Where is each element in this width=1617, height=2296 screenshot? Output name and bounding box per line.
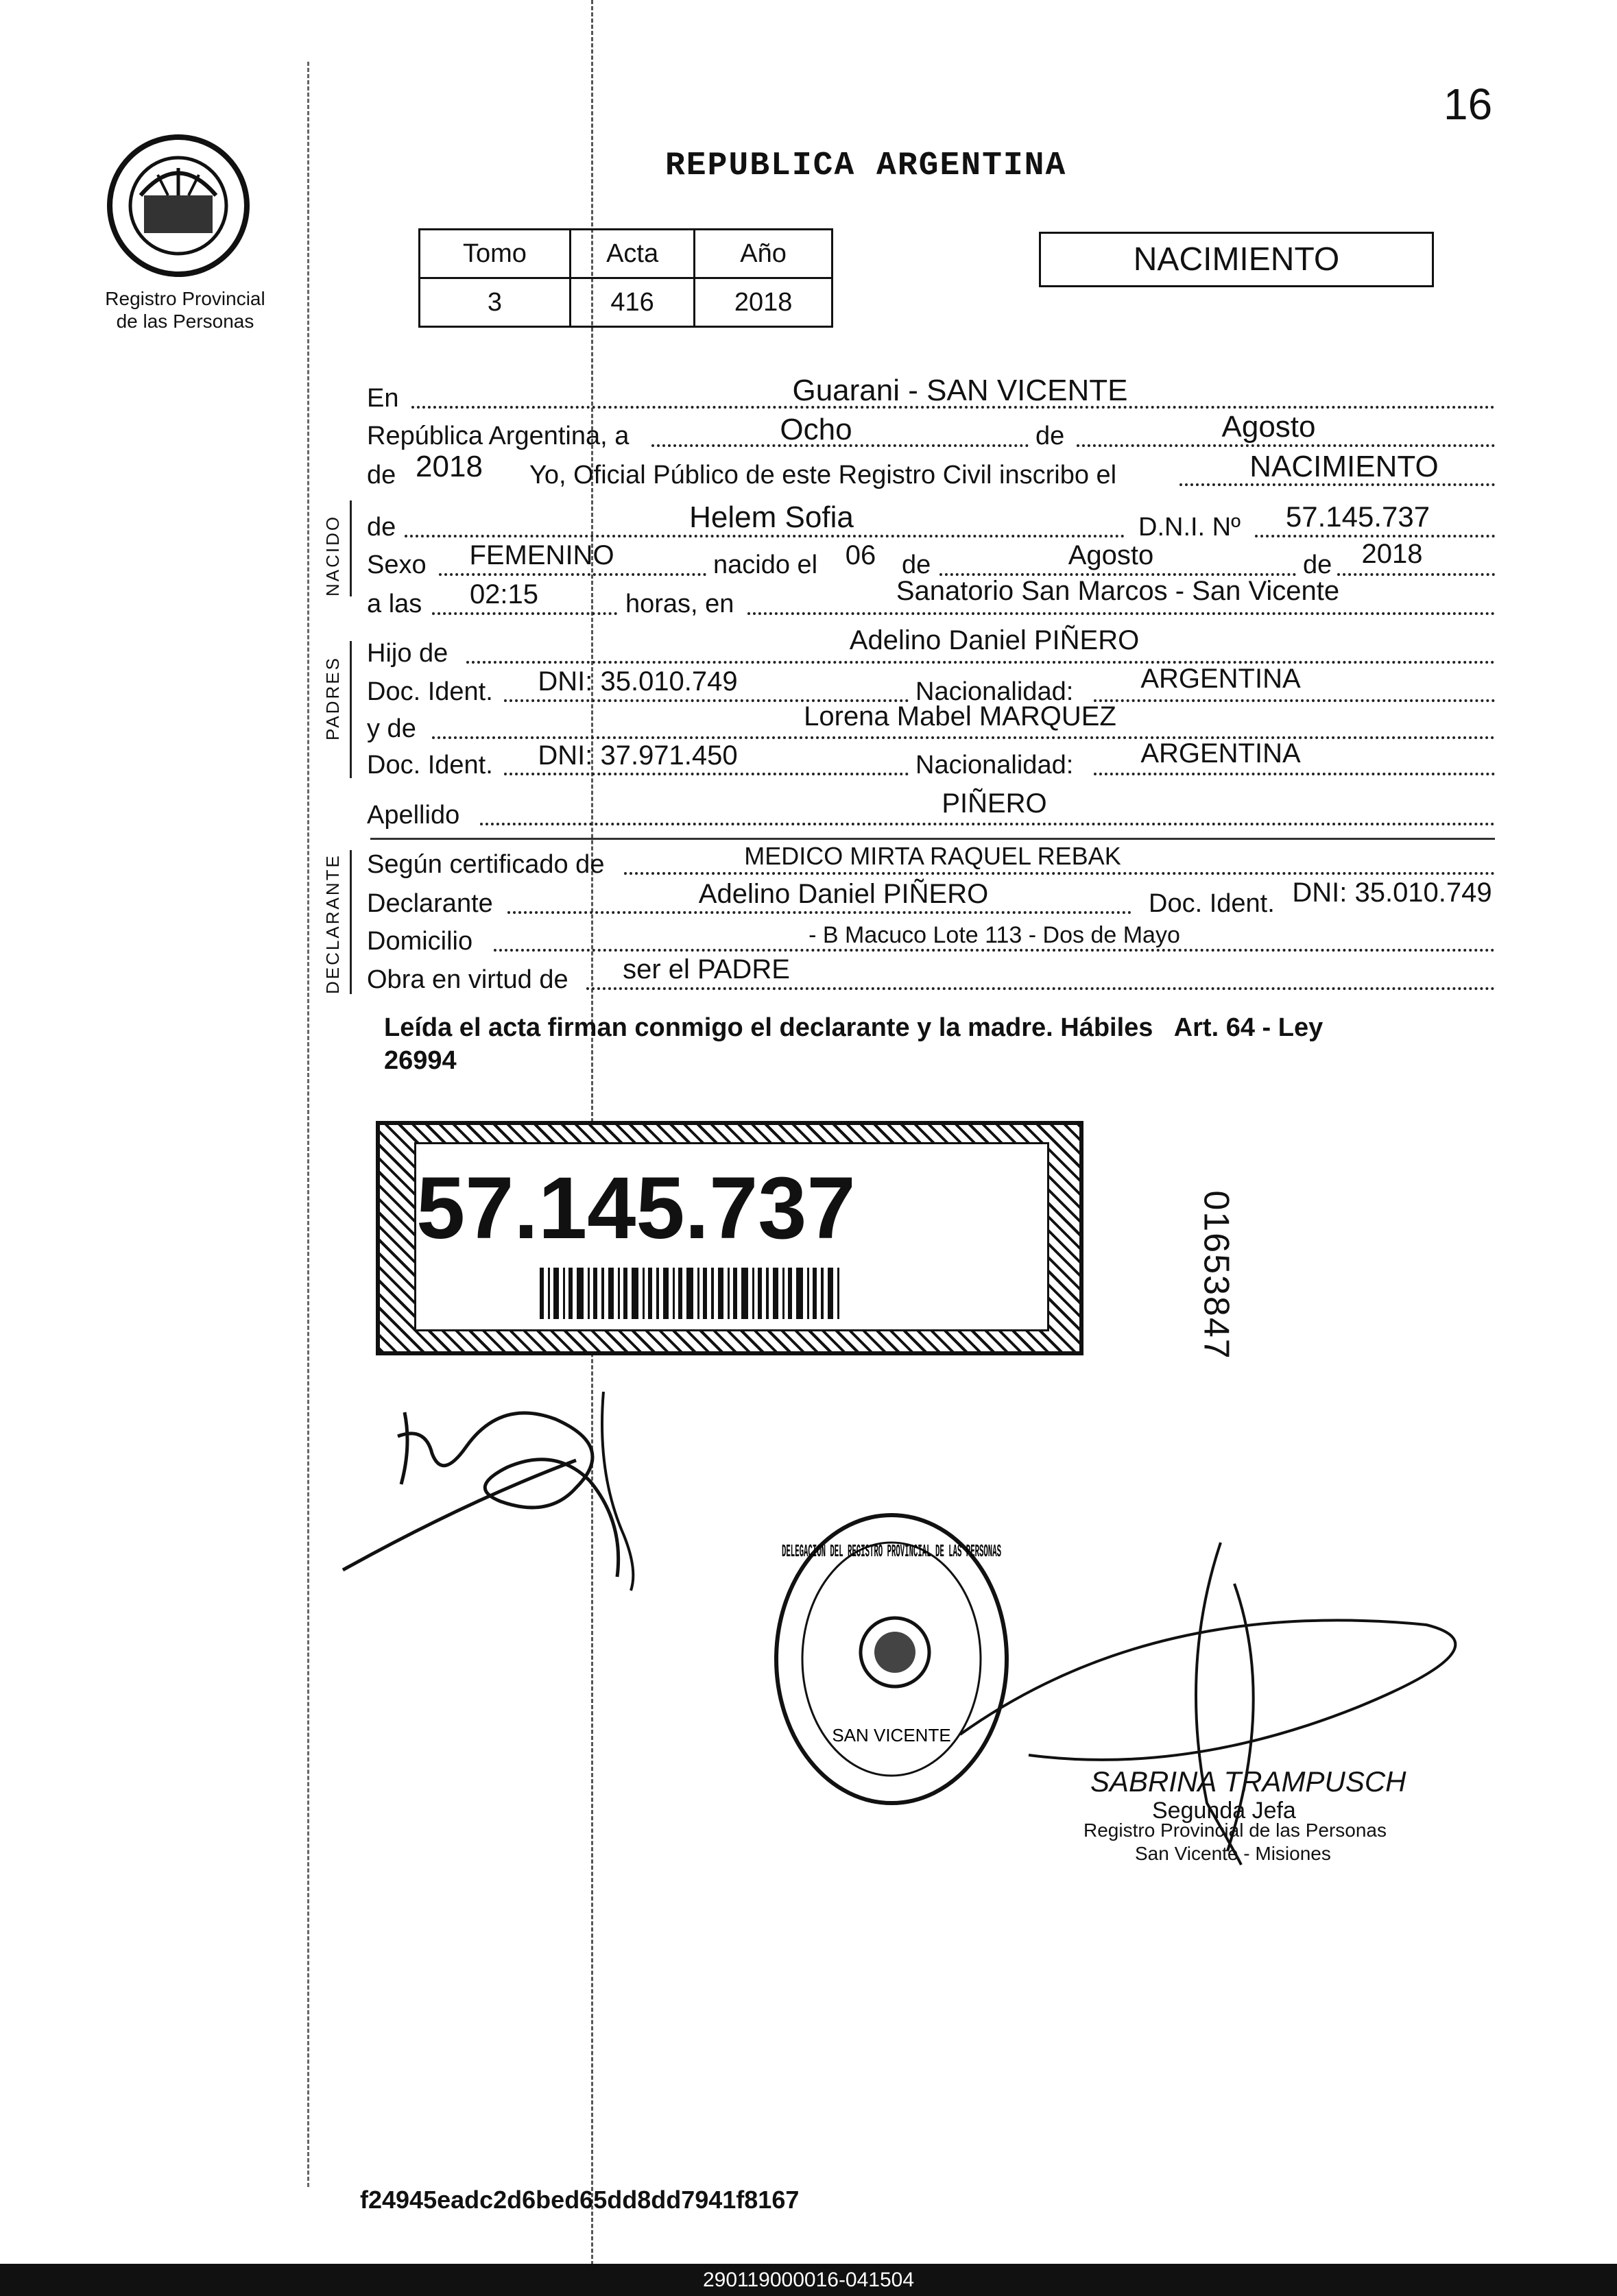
certificado-line [624,872,1495,875]
obra-value: ser el PADRE [623,954,790,984]
inscribo-value: NACIMIENTO [1249,450,1439,483]
footer-bar [0,2264,1617,2296]
hora-line [432,612,617,615]
dni-value: 57.145.737 [1285,500,1430,533]
declarante-bar [350,850,352,994]
apellido-label: Apellido [367,801,460,830]
signer-role: Segunda Jefa [1152,1798,1296,1824]
value-acta: 416 [570,278,694,327]
dni-label: D.N.I. Nº [1138,513,1241,542]
domicilio-line [494,949,1495,952]
padre-value: Adelino Daniel PIÑERO [849,625,1140,655]
declarante-line [507,911,1131,914]
apellido-line [480,823,1495,825]
nombre-label: de [367,513,396,542]
record-type-box [1039,232,1434,287]
lugar-line [747,612,1495,615]
punch-margin-line [307,62,309,2187]
closing-text-1: Leída el acta firman conmigo el declarante y la madre. Hábiles Art. 64 - Ley [384,1013,1323,1042]
document-title: REPUBLICA ARGENTINA [665,147,1067,184]
alas-label: a las [367,590,422,618]
sticker-number: 57.145.737 [416,1159,856,1257]
nac2-line [1094,773,1495,775]
nac2-value: ARGENTINA [1140,738,1301,769]
sexo-value: FEMENINO [469,540,614,570]
declarante-signature-icon [329,1371,713,1597]
doc3-value: DNI: 35.010.749 [1292,878,1492,908]
doc2-label: Doc. Ident. [367,751,493,780]
stamp-ring-text: DELEGACION DEL REGISTRO PROVINCIAL DE LAS PERSONAS [782,1541,1001,1562]
de2-label: de [367,461,396,490]
domicilio-label: Domicilio [367,927,473,956]
dni-line [1255,535,1495,537]
nacido-dia: 06 [845,540,876,570]
logo-caption-1: Registro Provincial [105,288,265,309]
section-nacido: NACIDO [322,514,343,596]
mes-value: Agosto [1221,410,1316,444]
doc1-value: DNI: 35.010.749 [538,666,738,697]
doc2-value: DNI: 37.971.450 [538,740,738,771]
declarante-label: Declarante [367,889,493,918]
nacido-de-label: de [902,551,931,579]
province-seal-icon [103,130,254,281]
nacido-mes: Agosto [1068,540,1154,570]
header-acta: Acta [570,230,694,278]
apellido-value: PIÑERO [942,788,1047,819]
padres-bar [350,641,352,778]
document-hash: f24945eadc2d6bed65dd8dd7941f8167 [360,2186,800,2214]
sexo-label: Sexo [367,551,427,579]
republica-label: República Argentina, a [367,422,630,450]
certificado-value: MEDICO MIRTA RAQUEL REBAK [744,842,1121,870]
en-label: En [367,384,399,413]
province-logo [103,130,254,281]
sticker-barcode-icon [540,1268,924,1319]
logo-caption-2: de las Personas [116,311,254,332]
inscribo-label: Yo, Oficial Público de este Registro Civil inscribo el [529,461,1117,490]
de-label: de [1035,422,1065,450]
doc1-label: Doc. Ident. [367,677,493,706]
nac1-label: Nacionalidad: [915,677,1074,706]
domicilio-value: - B Macuco Lote 113 - Dos de Mayo [809,922,1180,948]
sexo-line [439,573,706,576]
en-value: Guarani - SAN VICENTE [792,374,1128,407]
dia-value: Ocho [780,413,852,446]
hijo-label: Hijo de [367,639,448,668]
nacido-label: nacido el [713,551,818,579]
doc3-label: Doc. Ident. [1149,889,1275,918]
doc2-line [504,773,909,775]
nombre-line [405,535,1125,537]
stamp-inner-text: SAN VICENTE [832,1725,951,1745]
record-type: NACIMIENTO [1133,241,1340,278]
footer-code: 290119000016-041504 [702,2269,915,2291]
signer-name: SABRINA TRAMPUSCH [1090,1765,1406,1798]
declarante-value: Adelino Daniel PIÑERO [698,879,989,909]
nombre-value: Helem Sofia [689,500,854,534]
record-table [418,228,833,328]
apellido-underline [370,838,1495,840]
page-number: 16 [1444,80,1493,129]
value-tomo: 3 [420,278,571,327]
nac2-label: Nacionalidad: [915,751,1074,780]
nacido-de2-label: de [1303,551,1332,579]
dni-sticker [376,1121,1083,1355]
sticker-inner [414,1142,1049,1331]
madre-line [432,736,1495,739]
horas-label: horas, en [625,590,734,618]
nacido-bar [350,500,352,596]
header-anio: Año [695,230,833,278]
nacido-anio: 2018 [1361,539,1423,569]
yde-label: y de [367,714,416,743]
nac1-value: ARGENTINA [1140,664,1301,694]
signer-office: Registro Provincial de las Personas [1083,1820,1387,1841]
obra-line [586,987,1495,990]
section-declarante: DECLARANTE [322,854,343,994]
madre-value: Lorena Mabel MARQUEZ [804,701,1116,732]
anio-value: 2018 [416,450,483,483]
value-anio: 2018 [695,278,833,327]
hora-value: 02:15 [469,579,539,609]
closing-text-2: 26994 [384,1046,457,1075]
header-tomo: Tomo [420,230,571,278]
certificado-label: Según certificado de [367,850,605,879]
mes-line [1077,444,1495,447]
obra-label: Obra en virtud de [367,965,568,994]
signer-location: San Vicente - Misiones [1135,1843,1331,1864]
padre-line [466,661,1495,664]
section-padres: PADRES [322,656,343,740]
sticker-serial: 01653847 [1196,1190,1236,1360]
lugar-value: Sanatorio San Marcos - San Vicente [896,576,1340,606]
